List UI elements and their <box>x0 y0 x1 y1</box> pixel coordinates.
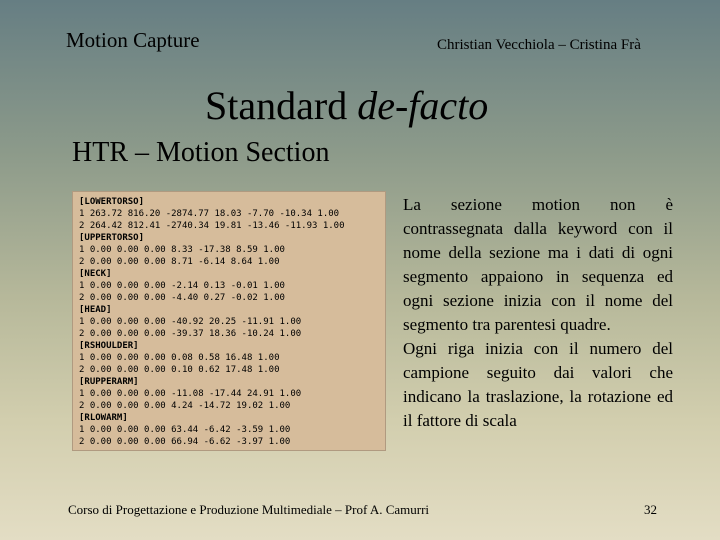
code-section-tag: [NECK] <box>79 269 112 279</box>
code-data-line: 1 0.00 0.00 0.00 63.44 -6.42 -3.59 1.00 <box>79 425 291 435</box>
code-section-tag: [RUPPERARM] <box>79 377 139 387</box>
description-paragraph-2: Ogni riga inizia con il numero del campione seguito dai valori che indicano la traslazione, la rotazione ed il fattore di scala <box>403 339 673 430</box>
code-section-tag: [HEAD] <box>79 305 112 315</box>
slide-title-prefix: Standard <box>205 83 358 128</box>
code-data-line: 1 0.00 0.00 0.00 -40.92 20.25 -11.91 1.00 <box>79 317 302 327</box>
code-data-line: 2 264.42 812.41 -2740.34 19.81 -13.46 -11.93 1.00 <box>79 221 345 231</box>
code-section-tag: [LOWERTORSO] <box>79 197 145 207</box>
code-data-line: 1 263.72 816.20 -2874.77 18.03 -7.70 -10.34 1.00 <box>79 209 340 219</box>
code-data-line: 2 0.00 0.00 0.00 4.24 -14.72 19.02 1.00 <box>79 401 291 411</box>
code-section-tag: [UPPERTORSO] <box>79 233 145 243</box>
code-section-tag: [RSHOULDER] <box>79 341 139 351</box>
header-authors: Christian Vecchiola – Cristina Frà <box>437 37 641 53</box>
code-section-tag: [RLOWARM] <box>79 413 128 423</box>
code-data-line: 1 0.00 0.00 0.00 -11.08 -17.44 24.91 1.00 <box>79 389 302 399</box>
description <box>403 193 673 433</box>
description-paragraph-1: La sezione motion non è contrassegnata dalla keyword con il nome della sezione ma i dati di ogni segmento appaiono in sequenza ed ogni sezione inizia con il nome del segmento tra parentesi quadre. <box>403 195 673 334</box>
page-number: 32 <box>644 502 657 517</box>
slide-title <box>205 82 488 129</box>
header-topic: Motion Capture <box>66 28 200 52</box>
footer-course: Corso di Progettazione e Produzione Multimediale – Prof A. Camurri <box>68 502 430 517</box>
htr-code-sample <box>72 191 386 451</box>
code-data-line: 2 0.00 0.00 0.00 0.10 0.62 17.48 1.00 <box>79 365 280 375</box>
code-data-line: 1 0.00 0.00 0.00 -2.14 0.13 -0.01 1.00 <box>79 281 285 291</box>
code-data-line: 2 0.00 0.00 0.00 -39.37 18.36 -10.24 1.00 <box>79 329 302 339</box>
code-data-line: 2 0.00 0.00 0.00 8.71 -6.14 8.64 1.00 <box>79 257 280 267</box>
slide-subtitle: HTR – Motion Section <box>72 137 330 168</box>
code-data-line: 1 0.00 0.00 0.00 0.08 0.58 16.48 1.00 <box>79 353 280 363</box>
code-data-line: 2 0.00 0.00 0.00 -4.40 0.27 -0.02 1.00 <box>79 293 285 303</box>
code-data-line: 1 0.00 0.00 0.00 8.33 -17.38 8.59 1.00 <box>79 245 285 255</box>
slide-title-italic: de-facto <box>357 83 489 128</box>
code-data-line: 2 0.00 0.00 0.00 66.94 -6.62 -3.97 1.00 <box>79 437 291 447</box>
